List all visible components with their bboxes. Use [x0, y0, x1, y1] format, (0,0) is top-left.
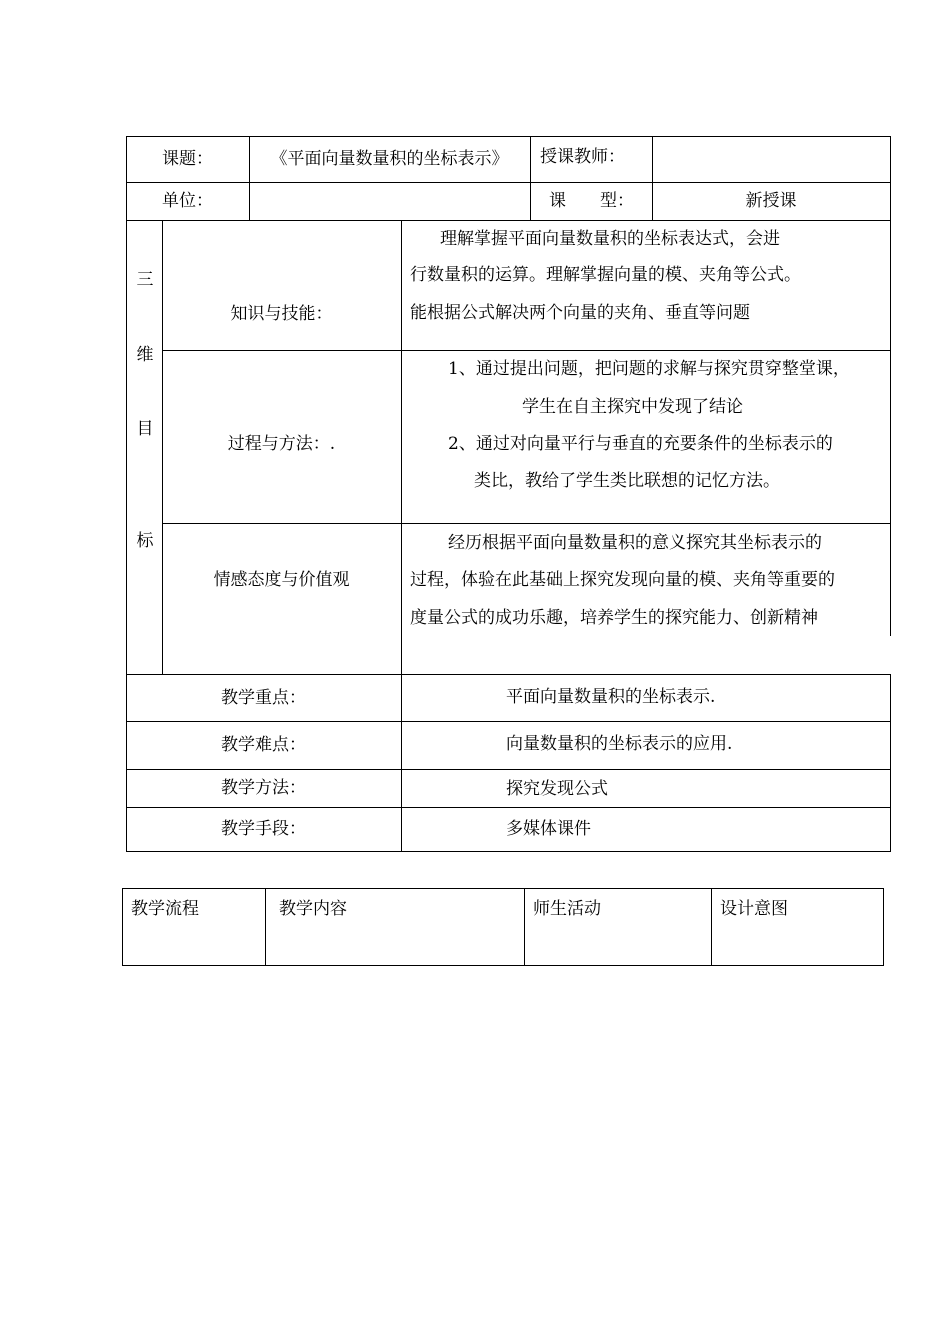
objectives-char-4: 标 [136, 531, 154, 551]
emotion-label: 情感态度与价值观 [213, 570, 350, 590]
difficulty-value: 向量数量积的坐标表示的应用. [506, 734, 733, 754]
knowledge-line-1: 理解掌握平面向量数量积的坐标表达式，会进 [440, 229, 780, 249]
topic-value: 《平面向量数量积的坐标表示》 [270, 149, 509, 169]
teacher-value [652, 136, 890, 182]
type-value: 新授课 [745, 191, 797, 211]
key-point-label: 教学重点： [221, 687, 306, 708]
difficulty-label: 教学难点： [221, 735, 306, 755]
header-activities: 师生活动 [533, 899, 601, 919]
key-point-value: 平面向量数量积的坐标表示. [506, 687, 716, 707]
teacher-label: 授课教师： [540, 147, 625, 167]
header-design-intent: 设计意图 [720, 899, 788, 919]
header-teaching-flow: 教学流程 [131, 899, 199, 919]
emotion-line-1: 经历根据平面向量数量积的意义探究其坐标表示的 [448, 533, 822, 553]
process-line-4: 类比，教给了学生类比联想的记忆方法。 [474, 471, 780, 491]
process-line-2: 学生在自主探究中发现了结论 [522, 397, 743, 417]
means-value: 多媒体课件 [506, 819, 591, 839]
objectives-char-2: 维 [136, 345, 154, 365]
knowledge-line-2: 行数量积的运算。理解掌握向量的模、夹角等公式。 [410, 265, 801, 285]
means-label: 教学手段： [221, 819, 306, 839]
header-teaching-content: 教学内容 [279, 899, 347, 919]
emotion-line-3: 度量公式的成功乐趣，培养学生的探究能力、创新精神 [410, 608, 818, 628]
method-value: 探究发现公式 [506, 779, 608, 799]
unit-value [249, 182, 530, 220]
process-line-3: 2、通过对向量平行与垂直的充要条件的坐标表示的 [448, 434, 833, 454]
method-label: 教学方法： [221, 778, 306, 798]
unit-label: 单位： [162, 191, 213, 211]
objectives-char-3: 目 [136, 419, 154, 439]
process-label: 过程与方法：. [227, 434, 336, 454]
objectives-char-1: 三 [136, 270, 154, 290]
knowledge-label: 知识与技能： [230, 304, 333, 324]
topic-label: 课题： [162, 149, 213, 169]
type-label: 课 型： [549, 191, 634, 211]
emotion-line-2: 过程，体验在此基础上探究发现向量的模、夹角等重要的 [410, 570, 835, 590]
knowledge-line-3: 能根据公式解决两个向量的夹角、垂直等问题 [410, 303, 750, 323]
process-line-1: 1、通过提出问题，把问题的求解与探究贯穿整堂课， [448, 359, 850, 379]
